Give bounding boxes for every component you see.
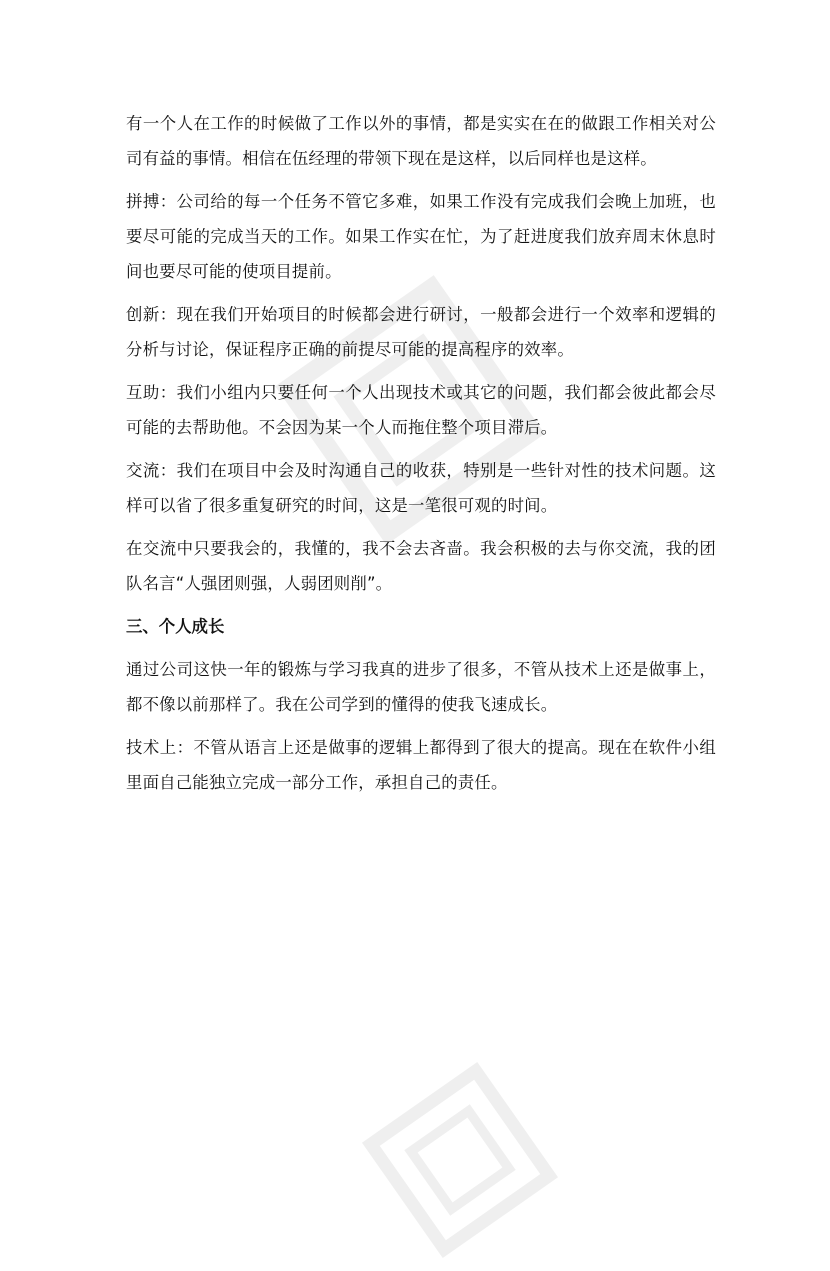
paragraph-innovation: 创新：现在我们开始项目的时候都会进行研讨，一般都会进行一个效率和逻辑的分析与讨论，保证程序正确的前提尽可能的提高程序的效率。 [126,305,716,359]
section-heading-personal-growth: 三、个人成长 [126,617,225,636]
paragraph-striving: 拼搏：公司给的每一个任务不管它多难，如果工作没有完成我们会晚上加班，也要尽可能的完成当天的工作。如果工作实在忙，为了赶进度我们放弃周末休息时间也要尽可能的使项目提前。 [126,192,716,281]
paragraph-technical-growth: 技术上：不管从语言上还是做事的逻辑上都得到了很大的提高。现在在软件小组里面自己能独立完成一部分工作，承担自己的责任。 [126,738,716,792]
paragraph-communication: 交流：我们在项目中会及时沟通自己的收获，特别是一些针对性的技术问题。这样可以省了很多重复研究的时间，这是一笔很可观的时间。 [126,461,716,515]
paragraph-mutual-help: 互助：我们小组内只要任何一个人出现技术或其它的问题，我们都会彼此都会尽可能的去帮助他。不会因为某一个人而拖住整个项目滞后。 [126,383,716,437]
paragraph-growth-overview: 通过公司这快一年的锻炼与学习我真的进步了很多，不管从技术上还是做事上，都不像以前那样了。我在公司学到的懂得的使我飞速成长。 [126,660,716,714]
watermark-logo-icon [349,1049,572,1271]
document-body [126,106,716,808]
paragraph-team-motto: 在交流中只要我会的，我懂的，我不会去吝啬。我会积极的去与你交流，我的团队名言“人强团则强，人弱团则削”。 [126,539,716,593]
paragraph-intro-continued: 有一个人在工作的时候做了工作以外的事情，都是实实在在的做跟工作相关对公司有益的事情。相信在伍经理的带领下现在是这样，以后同样也是这样。 [126,114,716,168]
